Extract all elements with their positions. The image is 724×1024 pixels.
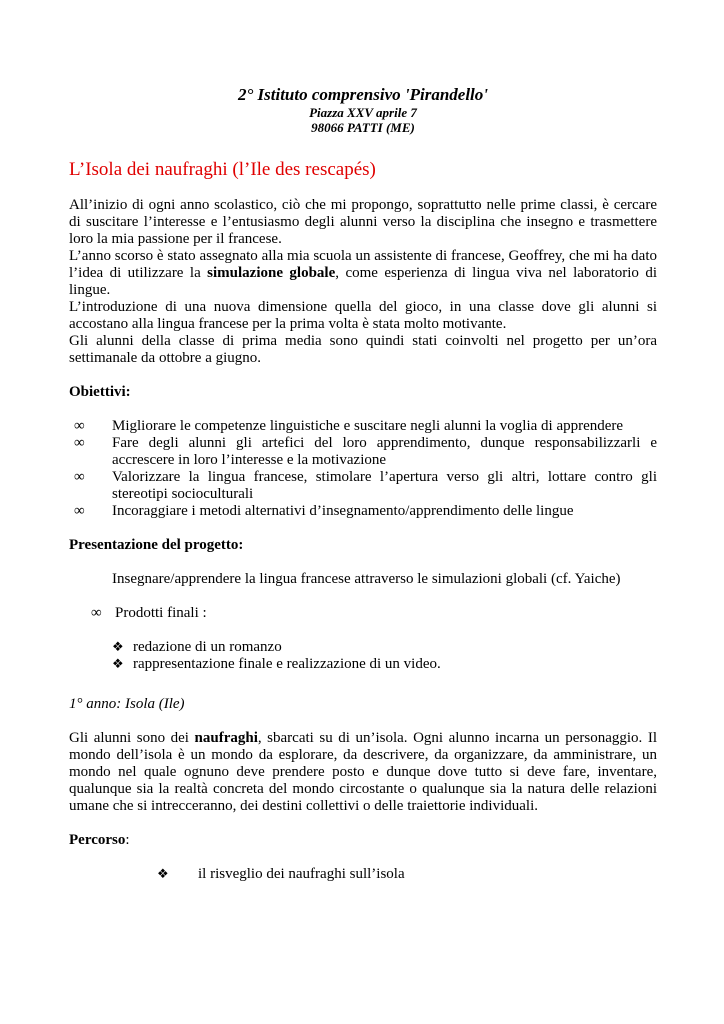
- objective-item: [69, 418, 657, 435]
- address-line-2: 98066 PATTI (ME): [311, 120, 415, 135]
- intro-paragraph-3: L’introduzione di una nuova dimensione quella del gioco, in una classe dove gli alunni si accostano alla lingua francese per la prima volta è stata molto motivante.: [69, 299, 657, 332]
- presentation-text: Insegnare/apprendere la lingua francese attraverso le simulazioni globali (cf. Yaiche): [112, 571, 621, 587]
- diamond-bullet-icon: ❖: [112, 640, 124, 655]
- year1-paragraph: [69, 730, 657, 815]
- objective-text: Migliorare le competenze linguistiche e suscitare negli alunni la voglia di apprendere: [112, 418, 624, 434]
- intro-paragraph-2: [69, 248, 657, 299]
- school-name: 2° Istituto comprensivo 'Pirandello': [237, 85, 488, 104]
- infinity-bullet-icon: ∞: [74, 503, 85, 519]
- path-heading-colon: :: [125, 832, 130, 848]
- product-text: rappresentazione finale e realizzazione di un video.: [133, 656, 441, 672]
- intro-paragraph-4: Gli alunni della classe di prima media sono quindi stati coinvolti nel progetto per un’ora settimanale da ottobre a giugno.: [69, 333, 657, 366]
- path-item: [69, 866, 657, 883]
- document-page: [69, 0, 657, 883]
- objective-item: [69, 503, 657, 520]
- intro-p2-bold: simulazione globale: [207, 265, 336, 281]
- diamond-bullet-icon: ❖: [157, 867, 169, 882]
- year1-heading: [69, 696, 657, 713]
- products-sublist: [69, 639, 657, 673]
- year1-text-before: Gli alunni sono dei: [69, 730, 195, 746]
- infinity-bullet-icon: ∞: [74, 418, 85, 434]
- objectives-heading: Obiettivi:: [69, 384, 131, 400]
- product-item: [69, 656, 657, 673]
- intro-paragraph-1: All’inizio di ogni anno scolastico, ciò che mi propongo, soprattutto nelle prime classi, è cercare di suscitare l’interesse e l’entusiasmo degli alunni verso la disciplina che insegno e trasmettere loro la mia passione per il francese.: [69, 197, 657, 247]
- document-title: L’Isola dei naufraghi (l’Ile des rescapés): [69, 159, 376, 180]
- infinity-bullet-icon: ∞: [91, 605, 102, 621]
- products-label-item: [69, 605, 657, 622]
- product-text: redazione di un romanzo: [133, 639, 282, 655]
- presentation-heading: Presentazione del progetto:: [69, 537, 244, 553]
- path-list: [69, 866, 657, 883]
- year1-text-after: , sbarcati su di un’isola. Ogni alunno incarna un personaggio. Il mondo dell’isola è un mondo da esplorare, da descrivere, da organizzare, da amministrare, un mondo nel quale ognuno deve prendere posto e dunque dove tutto si deve fare, inventare, qualunque sia la realtà concreta del mondo circostante o qualunque sia la natura delle relazioni umane che si intrecceranno, dei destini collettivi o delle traiettorie individuali.: [69, 730, 657, 814]
- path-heading-text: Percorso: [69, 832, 126, 848]
- infinity-bullet-icon: ∞: [74, 469, 85, 485]
- path-heading: [69, 832, 657, 849]
- product-item: [69, 639, 657, 656]
- address-line-1: Piazza XXV aprile 7: [309, 105, 417, 120]
- objective-item: [69, 469, 657, 503]
- products-list: [69, 605, 657, 622]
- objective-item: [69, 435, 657, 469]
- objectives-list: [69, 418, 657, 520]
- objective-text: Fare degli alunni gli artefici del loro apprendimento, dunque responsabilizzarli e accrescere in loro l’interesse e la motivazione: [112, 435, 657, 468]
- year1-bold: naufraghi: [194, 730, 258, 746]
- intro-section: [69, 197, 657, 367]
- objective-text: Incoraggiare i metodi alternativi d’insegnamento/apprendimento delle lingue: [112, 503, 574, 519]
- products-label: Prodotti finali :: [115, 605, 207, 621]
- document-header: [69, 85, 657, 135]
- intro-p2-text-after: , come esperienza di lingua viva nel laboratorio di lingue.: [69, 265, 658, 298]
- path-item-text: il risveglio dei naufraghi sull’isola: [198, 866, 405, 882]
- objective-text: Valorizzare la lingua francese, stimolare l’apertura verso gli altri, lottare contro gli stereotipi socioculturali: [112, 469, 657, 502]
- year1-heading-text: 1° anno: Isola (Ile): [69, 696, 185, 712]
- diamond-bullet-icon: ❖: [112, 657, 124, 672]
- intro-p2-text-before: L’anno scorso è stato assegnato alla mia scuola un assistente di francese, Geoffrey, che mi ha dato l’idea di utilizzare la: [69, 248, 657, 281]
- infinity-bullet-icon: ∞: [74, 435, 85, 451]
